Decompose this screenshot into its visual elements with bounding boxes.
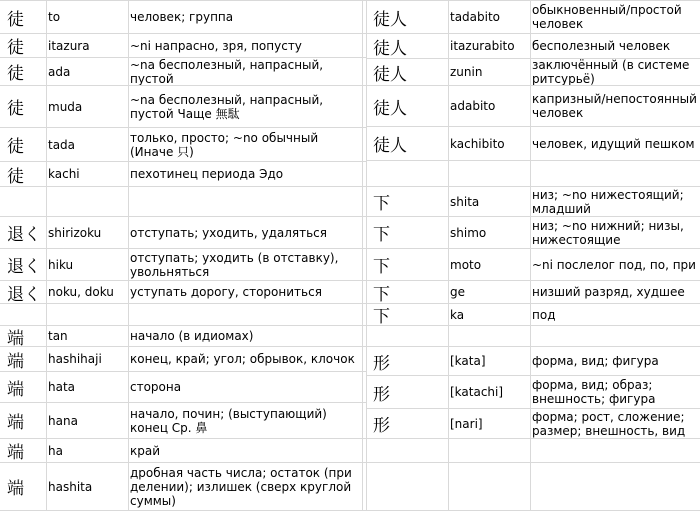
kanji-cell [366, 281, 455, 303]
reading-text: muda [48, 99, 83, 114]
meaning-text: начало, почин; (выступающий) конец Ср. 鼻 [130, 406, 327, 435]
reading-cell [46, 281, 130, 303]
reading-text: ada [48, 64, 71, 79]
meaning-text: заключённый (в системе ритсурьё) [532, 59, 690, 85]
reading-cell [46, 347, 130, 371]
meaning-text: низ; ~no нижестоящий; младший [532, 187, 684, 216]
meaning-text: капризный/непостоянный человек [532, 92, 697, 120]
meaning-cell [128, 128, 364, 161]
reading-cell [448, 409, 532, 438]
meaning-cell [530, 217, 700, 248]
meaning-text: обыкновенный/простой человек [532, 3, 682, 31]
meaning-cell [530, 249, 700, 280]
reading-text: noku, doku [48, 285, 114, 299]
meaning-cell [128, 217, 364, 248]
reading-text: shirizoku [48, 225, 102, 240]
kanji-cell [366, 59, 455, 85]
kanji-text: 下 [373, 257, 390, 277]
reading-cell [46, 439, 130, 462]
reading-cell [46, 249, 130, 280]
kanji-text: 端 [7, 413, 24, 433]
kanji-text: 端 [7, 479, 24, 499]
kanji-text: 退く [7, 257, 41, 277]
reading-text: [kata] [450, 354, 486, 368]
kanji-cell [366, 347, 455, 375]
kanji-cell [366, 34, 455, 58]
reading-text: moto [450, 257, 482, 272]
reading-text: zunin [450, 65, 483, 79]
reading-text: hiku [48, 257, 74, 272]
meaning-text: пехотинец периода Эдо [130, 167, 284, 181]
reading-cell [46, 58, 130, 85]
reading-cell [46, 217, 130, 248]
reading-text: shita [450, 194, 480, 209]
meaning-text: ~ni напрасно, зря, попусту [130, 38, 302, 53]
meaning-cell [128, 347, 364, 371]
reading-text: ge [450, 285, 465, 299]
meaning-text: человек; группа [130, 10, 234, 24]
kanji-text: 徒 [7, 64, 24, 84]
meaning-text: сторона [130, 380, 182, 394]
meaning-cell [530, 376, 700, 408]
meaning-cell [530, 161, 700, 186]
meaning-cell [530, 326, 700, 346]
meaning-cell [128, 162, 364, 186]
kanji-cell [366, 217, 455, 248]
reading-cell [448, 86, 532, 126]
kanji-text: 退く [7, 225, 41, 245]
meaning-cell [530, 409, 700, 438]
meaning-cell [530, 59, 700, 85]
reading-text: tadabito [450, 10, 501, 24]
reading-text: hana [48, 413, 78, 428]
meaning-cell [128, 304, 364, 325]
reading-text: adabito [450, 99, 496, 113]
kanji-text: 徒人 [373, 9, 407, 30]
kanji-text: 徒人 [373, 38, 407, 58]
kanji-cell [366, 187, 455, 216]
reading-cell [448, 347, 532, 375]
meaning-text: низший разряд, худшее [532, 285, 685, 299]
reading-text: to [48, 10, 61, 24]
kanji-text: 徒 [7, 9, 24, 30]
kanji-text: 徒 [7, 137, 24, 157]
meaning-text: дробная часть числа; остаток (при делении); излишек (сверх круглой суммы) [130, 465, 352, 508]
kanji-cell [366, 376, 455, 408]
meaning-text: ~ni послелог под, по, при [532, 257, 696, 272]
meaning-cell [128, 86, 364, 127]
meaning-text: форма, вид; образ; внешность; фигура [532, 378, 656, 406]
meaning-text: отступать; уходить (в отставку), увольняться [130, 250, 339, 279]
kanji-text: 端 [7, 351, 24, 371]
meaning-cell [530, 439, 700, 462]
meaning-cell [128, 1, 364, 33]
kanji-text: 下 [373, 284, 390, 303]
reading-text: tada [48, 137, 76, 152]
reading-text: hashihaji [48, 352, 102, 366]
meaning-cell [128, 463, 364, 510]
meaning-text: форма; рост, сложение; размер; внешность, вид [532, 409, 686, 438]
reading-cell [448, 304, 532, 325]
meaning-cell [128, 58, 364, 85]
kanji-text: 徒 [7, 166, 24, 186]
meaning-cell [128, 281, 364, 303]
meaning-cell [128, 326, 364, 346]
meaning-text: форма, вид; фигура [532, 354, 659, 368]
reading-cell [46, 304, 130, 325]
reading-cell [448, 161, 532, 186]
kanji-text: 徒人 [373, 136, 407, 156]
meaning-cell [530, 1, 700, 33]
meaning-text: человек, идущий пешком [532, 136, 695, 151]
reading-cell [46, 128, 130, 161]
kanji-text: 徒 [7, 99, 24, 119]
reading-text: hashita [48, 479, 93, 494]
reading-cell [448, 127, 532, 160]
meaning-text: край [130, 443, 161, 458]
reading-text: [nari] [450, 416, 483, 431]
kanji-cell [366, 161, 455, 186]
meaning-cell [530, 86, 700, 126]
meaning-text: отступать; уходить, удаляться [130, 225, 327, 240]
meaning-cell [530, 304, 700, 325]
kanji-cell [366, 326, 455, 346]
kanji-text: 徒人 [373, 64, 407, 85]
meaning-cell [530, 187, 700, 216]
kanji-text: 形 [373, 416, 390, 436]
meaning-cell [530, 34, 700, 58]
reading-cell [46, 403, 130, 438]
reading-cell [448, 59, 532, 85]
kanji-text: 徒人 [373, 98, 407, 119]
reading-text: itazura [48, 38, 90, 53]
reading-cell [448, 326, 532, 346]
kanji-cell [366, 127, 455, 160]
meaning-text: конец, край; угол; обрывок, клочок [130, 352, 355, 366]
reading-text: itazurabito [450, 39, 515, 53]
kanji-text: 下 [373, 225, 390, 245]
reading-text: ha [48, 443, 63, 458]
meaning-cell [128, 439, 364, 462]
kanji-text: 下 [373, 194, 390, 214]
reading-cell [448, 376, 532, 408]
meaning-text: под [532, 307, 556, 322]
reading-text: kachi [48, 167, 80, 181]
meaning-text: низ; ~no нижний; низы, нижестоящие [532, 218, 684, 247]
reading-cell [448, 249, 532, 280]
kanji-text: 徒 [7, 38, 24, 57]
reading-text: tan [48, 329, 68, 343]
meaning-cell [128, 403, 364, 438]
meaning-text: начало (в идиомах) [130, 329, 254, 343]
kanji-cell [366, 249, 455, 280]
reading-text: shimo [450, 225, 487, 240]
kanji-cell [366, 1, 455, 33]
kanji-text: 端 [7, 328, 24, 346]
meaning-cell [128, 187, 364, 216]
reading-cell [46, 326, 130, 346]
reading-cell [46, 1, 130, 33]
kanji-text: 端 [7, 379, 24, 400]
meaning-text: только, просто; ~no обычный (Иначе 只) [130, 130, 319, 159]
kanji-cell [366, 409, 455, 438]
kanji-text: 退く [7, 284, 41, 303]
kanji-text: 形 [373, 353, 390, 374]
kanji-text: 端 [7, 443, 24, 462]
kanji-cell [366, 463, 455, 510]
reading-cell [46, 372, 130, 402]
meaning-text: ~na бесполезный, напрасный, пустой [130, 58, 324, 85]
meaning-text: уступать дорогу, сторониться [130, 285, 322, 299]
kanji-text: 形 [373, 384, 390, 405]
reading-cell [448, 217, 532, 248]
kanji-cell [366, 304, 455, 325]
meaning-cell [530, 347, 700, 375]
reading-text: kachibito [450, 136, 505, 151]
reading-cell [46, 187, 130, 216]
meaning-text: ~na бесполезный, напрасный, пустой Чаще 無駄 [130, 92, 324, 121]
kanji-text: 下 [373, 307, 390, 325]
reading-cell [448, 281, 532, 303]
reading-cell [46, 86, 130, 127]
meaning-cell [128, 372, 364, 402]
reading-text: ka [450, 307, 465, 322]
reading-cell [448, 187, 532, 216]
reading-cell [46, 162, 130, 186]
reading-cell [46, 463, 130, 510]
reading-cell [448, 34, 532, 58]
reading-text: [katachi] [450, 385, 504, 399]
reading-text: hata [48, 380, 76, 394]
meaning-cell [530, 281, 700, 303]
meaning-cell [128, 34, 364, 57]
meaning-text: бесполезный человек [532, 39, 671, 53]
meaning-cell [128, 249, 364, 280]
reading-cell [448, 463, 532, 510]
reading-cell [46, 34, 130, 57]
reading-cell [448, 439, 532, 462]
kanji-cell [366, 439, 455, 462]
meaning-cell [530, 463, 700, 510]
reading-cell [448, 1, 532, 33]
kanji-cell [366, 86, 455, 126]
meaning-cell [530, 127, 700, 160]
